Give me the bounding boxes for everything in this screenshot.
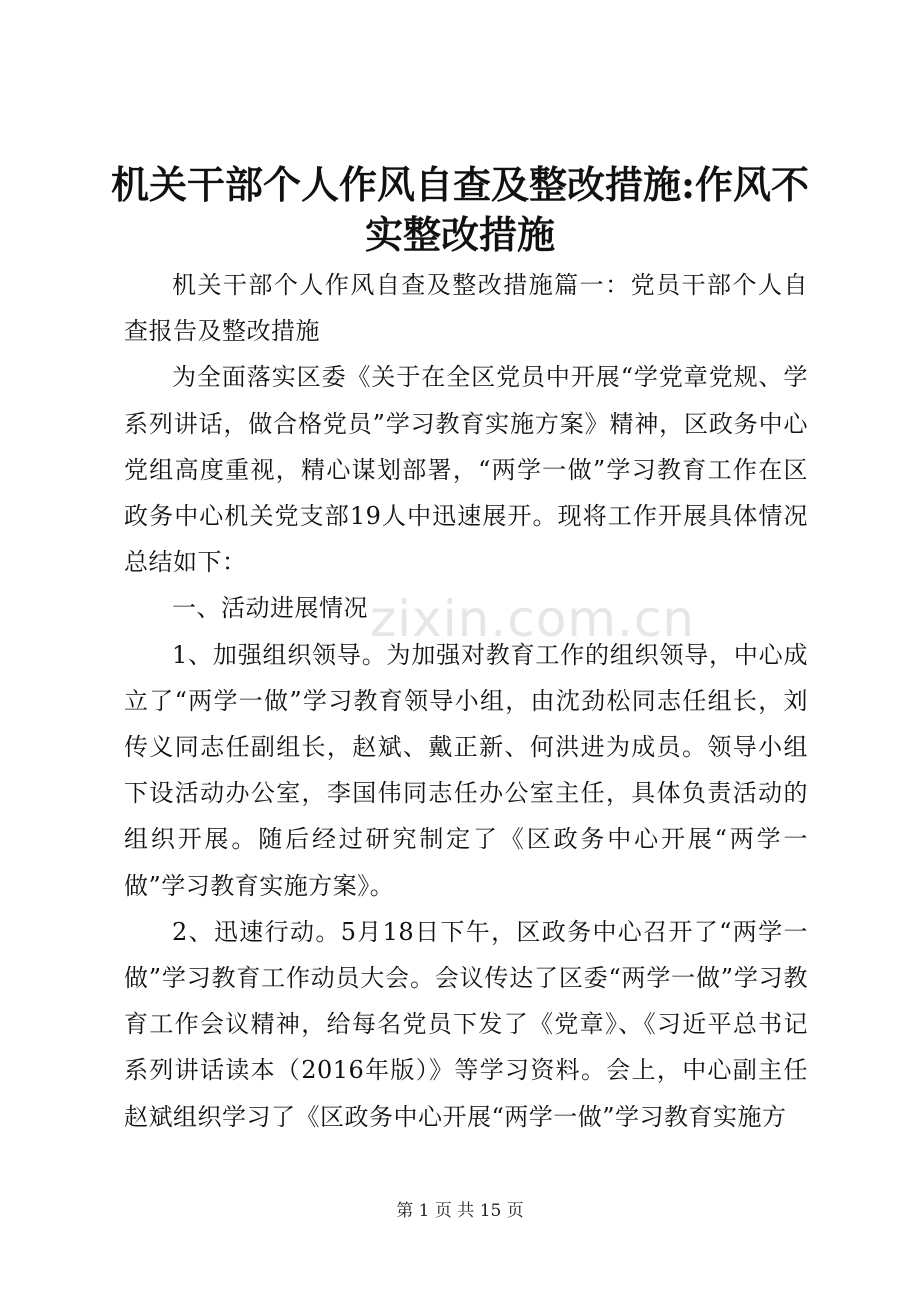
section-heading: 一、活动进展情况 — [172, 594, 368, 623]
paragraph-organization: 1、加强组织领导。为加强对教育工作的组织领导，中心成立了“两学一做”学习教育领导小组，由沈劲松同志任组长，刘传义同志任副组长，赵斌、戴正新、何洪进为成员。领导小组下设活动办公室，李国伟同志任办公室主任，具体负责活动的组织开展。随后经过研究制定了《区政务中心开展“两学一做”学习教育实施方案》。 — [124, 640, 808, 900]
document-body — [124, 262, 808, 1140]
page-footer: 第 1 页 共 15 页 — [396, 1201, 524, 1221]
watermark-text: zixin.com.cn — [370, 590, 696, 648]
document-title: 机关干部个人作风自查及整改措施:作风不实整改措施 — [110, 162, 810, 257]
paragraph-action: 2、迅速行动。5月18日下午，区政务中心召开了“两学一做”学习教育工作动员大会。会议传达了区委“两学一做”学习教育工作会议精神，给每名党员下发了《党章》、《习近平总书记系列讲话读本（2016年版）》等学习资料。会上，中心副主任赵斌组织学习了《区政务中心开展“两学一做”学习教育实施方 — [124, 917, 808, 1131]
paragraph-background: 为全面落实区委《关于在全区党员中开展“学党章党规、学系列讲话，做合格党员”学习教育实施方案》精神，区政务中心党组高度重视，精心谋划部署，“两学一做”学习教育工作在区政务中心机关党支部19人中迅速展开。现将工作开展具体情况总结如下： — [124, 363, 808, 577]
paragraph-intro: 机关干部个人作风自查及整改措施篇一：党员干部个人自查报告及整改措施 — [124, 271, 808, 346]
